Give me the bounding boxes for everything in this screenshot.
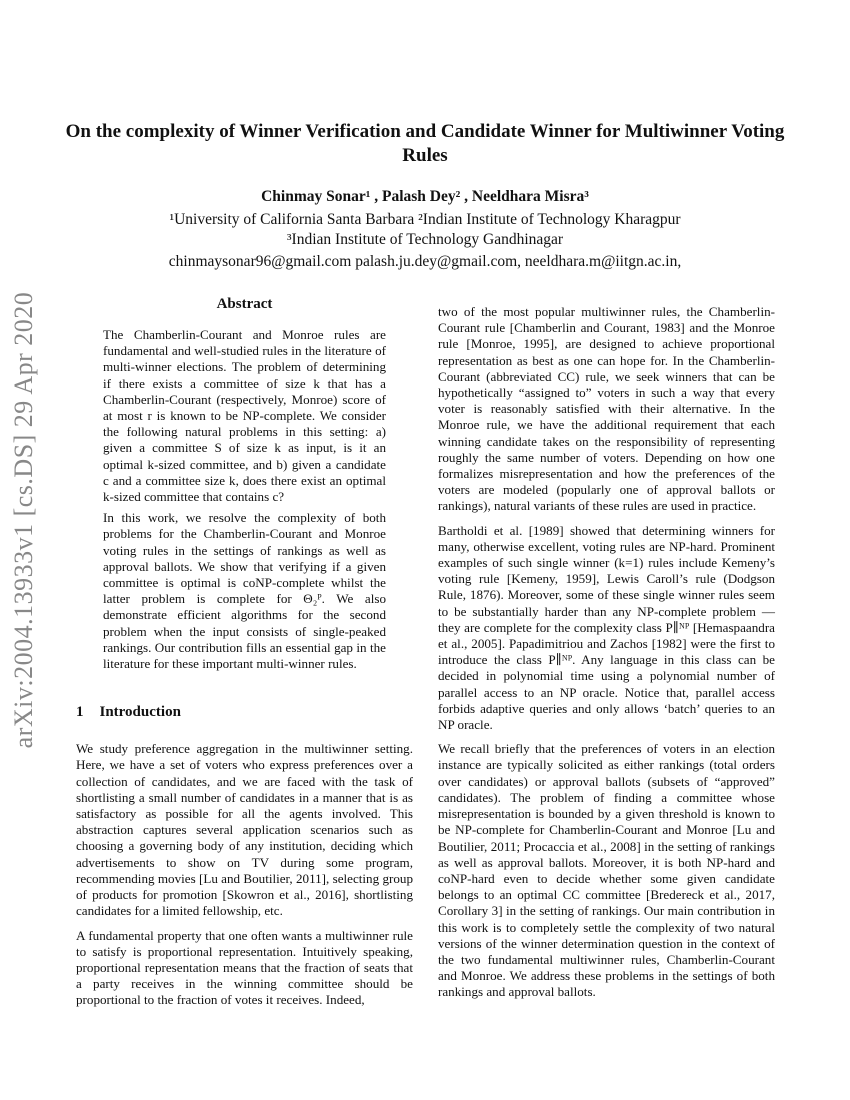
abstract-paragraph: In this work, we resolve the complexity of both problems for the Chamberlin-Courant and Monroe voting rules in the settings of rankings as well as approval ballots. We show that verifying if a given committee is optimal is coNP-complete whilst the latter problem is complete for Θ₂ᴾ. We also demonstrate efficient algorithms for the second problem when the input consists of single-peaked rankings. Our contribution fills an essential gap in the literature for these important multi-winner rules. xyxy=(103,510,386,672)
body-paragraph: Bartholdi et al. [1989] showed that determining winners for many, otherwise excellent, voting rules are NP-hard. Prominent examples of such single winner (k=1) rules include Kemeny’s voting rule [Kemeny, 1959], Lewis Caroll’s rule (Dodgson Rule, 1876). Moreover, some of these single winner rules seem to be substantially harder than any NP-complete problem — they are complete for the complexity class P∥ᴺᴾ [Hemaspaandra et al., 2005]. Papadimitriou and Zachos [1982] were the first to introduce the class P∥ᴺᴾ. Any language in this class can be decided in polynomial time using a polynomial number of parallel access to an NP oracle. Notice that, parallel access forbids adaptive queries and only allows ‘batch’ queries to an NP oracle. xyxy=(438,522,775,733)
section-title: Introduction xyxy=(99,704,181,721)
body-paragraph: We recall briefly that the preferences of voters in an election instance are typically solicited as either rankings (total orders over candidates) or approval ballots (subsets of “approved” candidates). The problem of finding a committee whose misrepresentation is bounded by a given threshold is known to be NP-complete for Chamberlin-Courant and Monroe [Lu and Boutilier, 2011; Procaccia et al., 2008] in the setting of rankings as well as approval ballots. Moreover, it is both NP-hard and coNP-hard even to decide whether some given candidate belongs to an optimal CC committee [Bredereck et al., 2017, Corollary 3] in the setting of rankings. Our main contribution in this work is to completely settle the complexity of two natural versions of the winner determination question in the context of the two fundamental multiwinner rules, Chamberlin-Courant and Monroe. We address these problems in the settings of both rankings and approval ballots. xyxy=(438,741,775,1000)
abstract-heading: Abstract xyxy=(216,296,273,312)
affiliation-line-1: ¹University of California Santa Barbara ²Indian Institute of Technology Kharagpur xyxy=(169,211,681,228)
left-column xyxy=(76,296,413,1017)
section-number: 1 xyxy=(76,704,84,721)
affiliation-line-2: ³Indian Institute of Technology Gandhinagar xyxy=(286,231,564,248)
body-paragraph: two of the most popular multiwinner rules, the Chamberlin-Courant rule [Chamberlin and Courant, 1983] and the Monroe rule [Monroe, 1995], are designed to achieve proportional representation as best as one can hope for. In the Chamberlin-Courant (abbreviated CC) rule, we seek winners that can be hypothetically “assigned to” voters in such a way that every voter is reasonably satisfied with their alternative. In the Monroe rule, we have the additional requirement that each winning candidate takes on the responsibility of representing roughly the same number of voters. Depending on how one formalizes misrepresentation and how the preferences of the voters are modeled (popularly one of approval ballots or rankings), natural variants of these rules are used in practice. xyxy=(438,304,775,514)
arxiv-identifier-text: arXiv:2004.13933v1 [cs.DS] 29 Apr 2020 xyxy=(9,291,38,749)
body-paragraph: We study preference aggregation in the multiwinner setting. Here, we have a set of voters who express preferences over a collection of candidates, and we are faced with the task of shortlisting a small number of candidates in a manner that is as satisfactory as possible for all the agents involved. This abstraction captures several application scenarios such as choosing a governing body of any institution, deciding which advertisements to show on TV during some program, recommending movies [Lu and Boutilier, 2011], selecting group of products for promotion [Skowron et al., 2016], shortlisting candidates for a limited fellowship, etc. xyxy=(76,741,413,919)
abstract-paragraph: The Chamberlin-Courant and Monroe rules are fundamental and well-studied rules in the literature of multi-winner elections. The problem of determining if there exists a committee of size k that has a Chamberlin-Courant (respectively, Monroe) score of at most r is known to be NP-complete. We consider the following natural problems in this setting: a) given a committee S of size k as input, is it an optimal k-sized committee, and b) given a candidate c and a committee size k, does there exist an optimal k-sized committee that contains c? xyxy=(103,327,386,505)
abstract-body xyxy=(76,327,413,672)
paper-title: On the complexity of Winner Verification and Candidate Winner for Multiwinner Voting Rules xyxy=(65,121,785,166)
section-heading-introduction xyxy=(76,704,413,721)
body-paragraph: A fundamental property that one often wants a multiwinner rule to satisfy is proportional representation. Intuitively speaking, proportional representation means that the fraction of seats that a party receives in the winning committee should be proportional to the fraction of votes it receives. Indeed, xyxy=(76,927,413,1008)
right-column-body xyxy=(438,304,775,1001)
arxiv-identifier xyxy=(2,270,46,770)
right-column xyxy=(438,304,775,1009)
author-list: Chinmay Sonar¹ , Palash Dey² , Neeldhara Misra³ xyxy=(261,188,589,205)
author-emails: chinmaysonar96@gmail.com palash.ju.dey@gmail.com, neeldhara.m@iitgn.ac.in, xyxy=(168,253,682,270)
introduction-body xyxy=(76,741,413,1008)
